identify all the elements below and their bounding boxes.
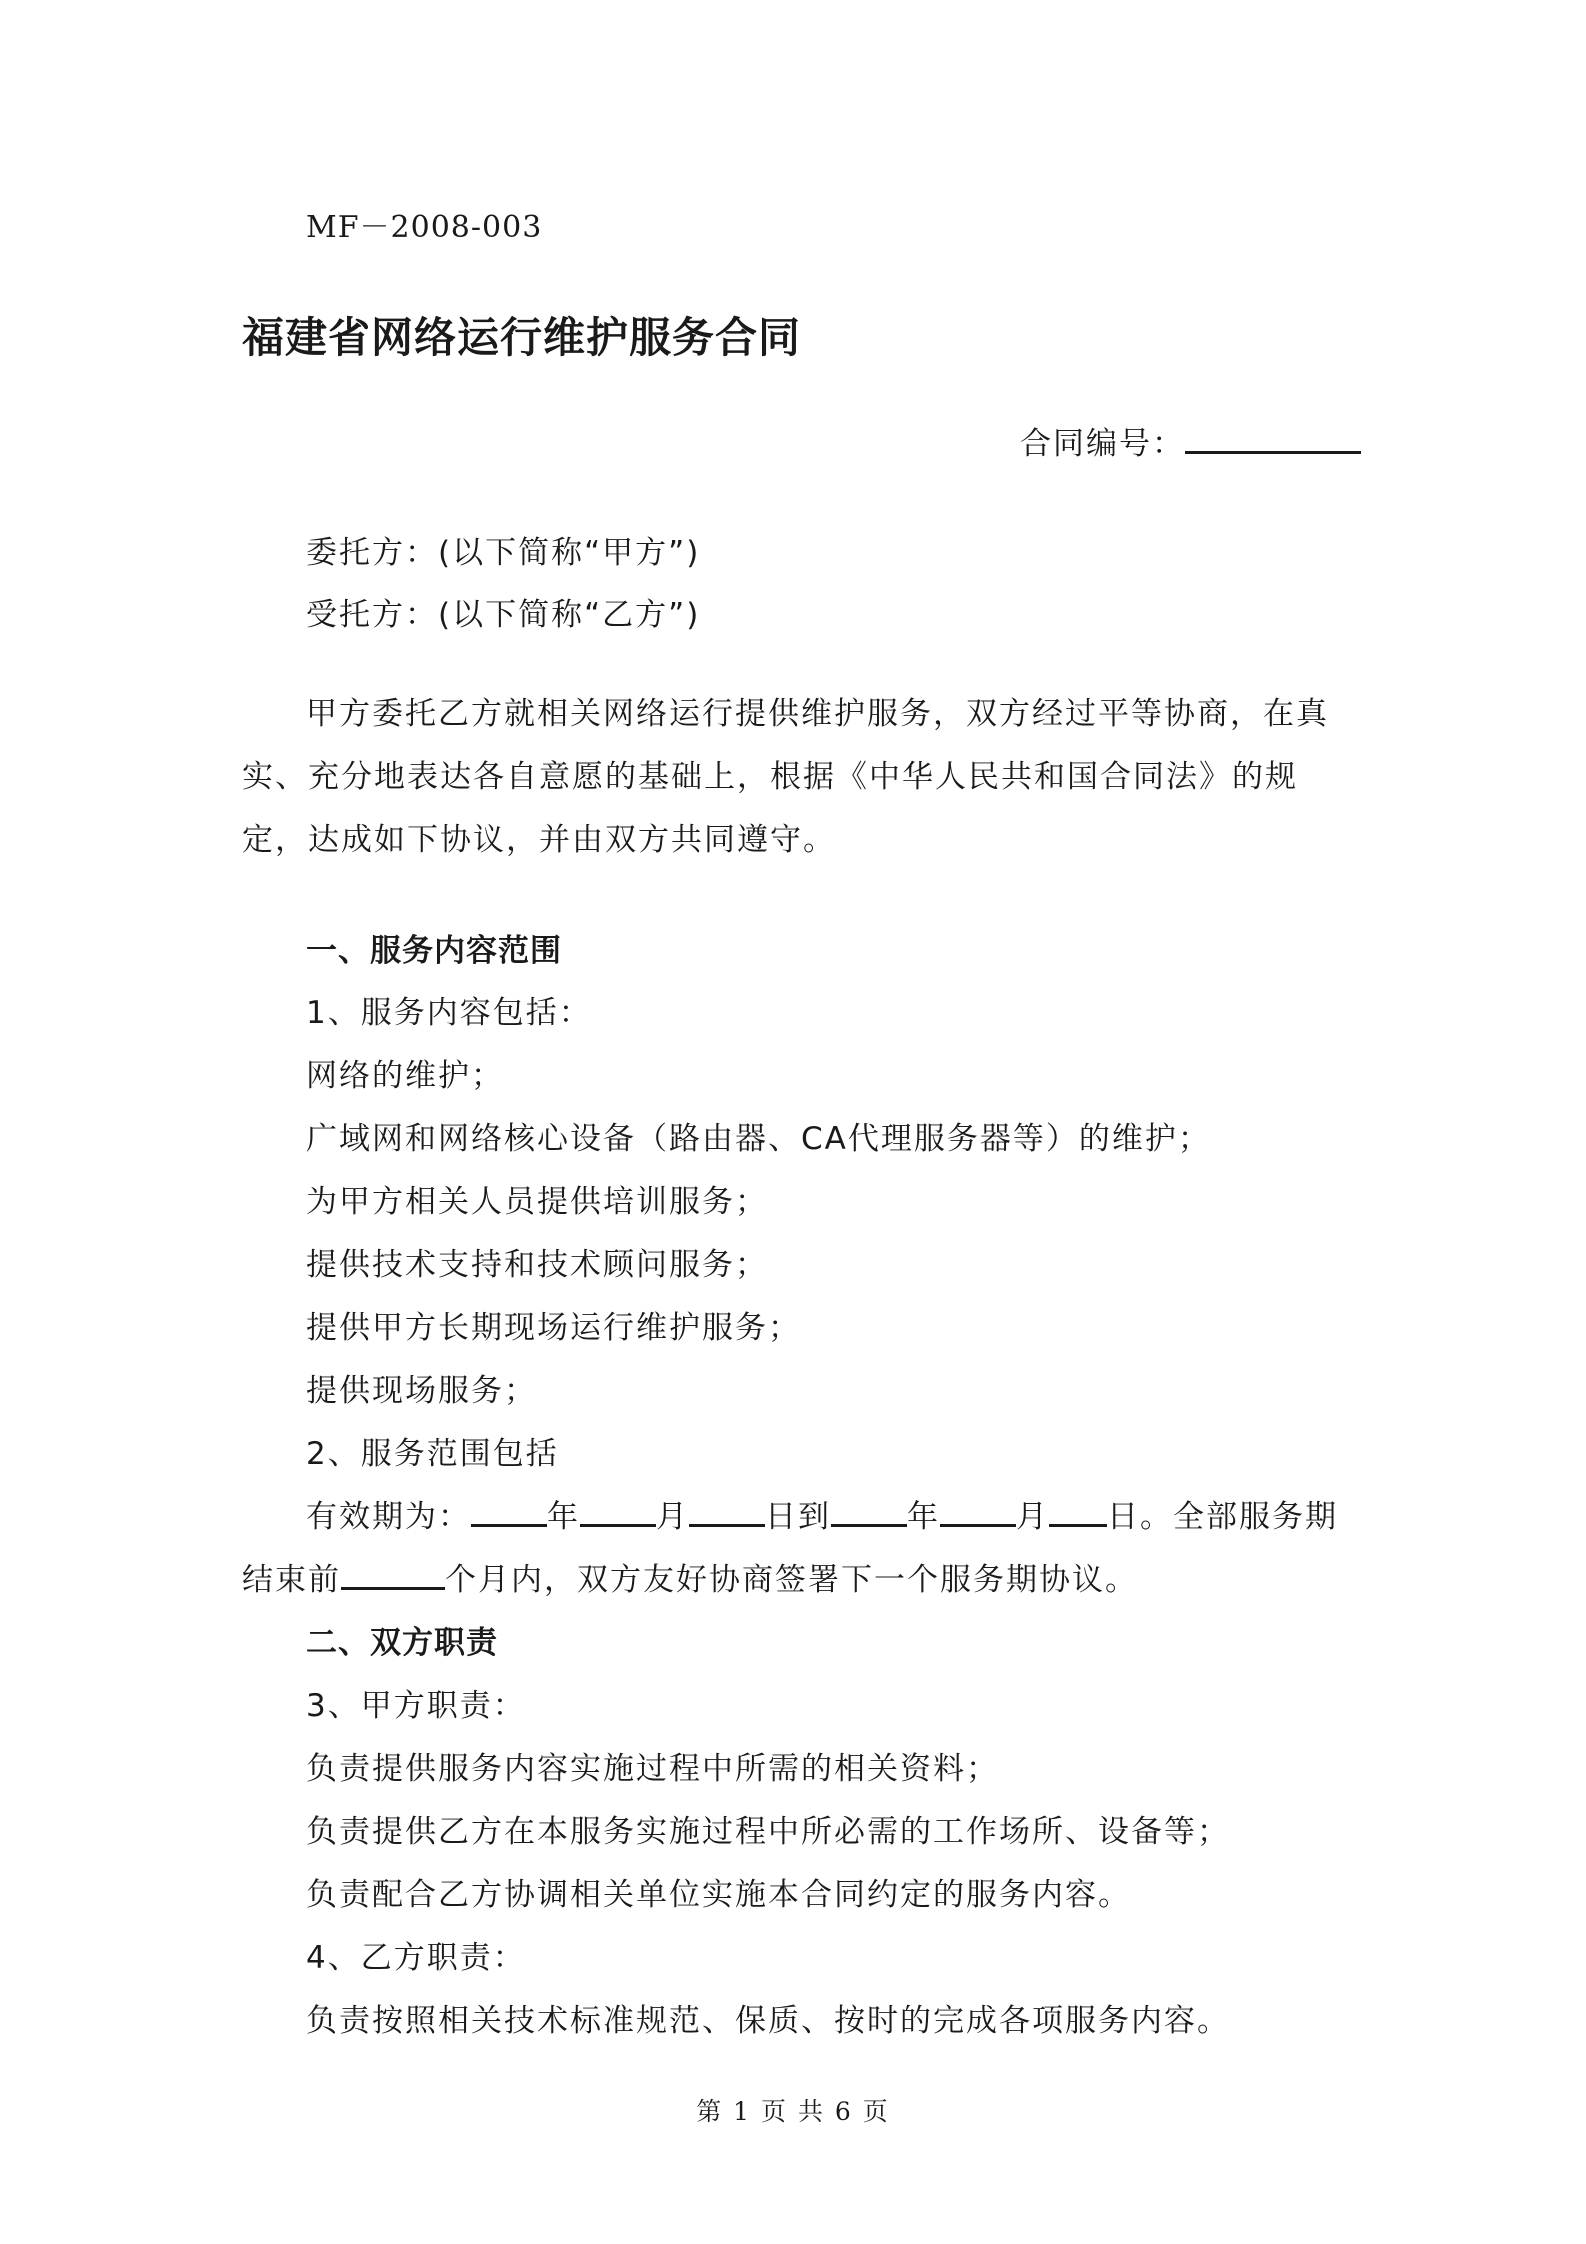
year-label: 年 — [907, 1499, 940, 1535]
month-label: 月 — [1016, 1499, 1049, 1535]
client-duty-item: 负责配合乙方协调相关单位实施本合同约定的服务内容。 — [306, 1877, 1131, 1913]
section2-item3: 3、甲方职责： — [306, 1688, 526, 1724]
section1-item1: 1、服务内容包括： — [306, 995, 592, 1031]
section2-heading: 二、双方职责 — [306, 1625, 498, 1661]
contractor-duty-item: 负责按照相关技术标准规范、保质、按时的完成各项服务内容。 — [306, 2003, 1230, 2039]
service-content-item: 网络的维护； — [306, 1058, 504, 1094]
year-label: 年 — [547, 1499, 580, 1535]
document-code: MF－2008-003 — [306, 210, 543, 245]
start-year-blank — [471, 1496, 547, 1527]
contract-number-field — [1020, 418, 1361, 463]
month-label: 月 — [656, 1499, 689, 1535]
validity-label: 有效期为： — [306, 1499, 471, 1535]
start-month-blank — [580, 1496, 656, 1527]
service-content-item: 广域网和网络核心设备（路由器、CA代理服务器等）的维护； — [306, 1121, 1211, 1157]
contractor-party: 受托方：(以下简称“乙方”) — [306, 597, 701, 633]
day-label: 日。全部服务期 — [1107, 1499, 1338, 1535]
start-day-blank — [689, 1496, 765, 1527]
intro-paragraph: 甲方委托乙方就相关网络运行提供维护服务，双方经过平等协商，在真实、充分地表达各自意愿的基础上，根据《中华人民共和国合同法》的规定，达成如下协议，并由双方共同遵守。 — [242, 696, 1329, 858]
renewal-prefix: 结束前 — [242, 1562, 341, 1598]
months-blank — [341, 1559, 445, 1590]
service-content-item: 提供技术支持和技术顾问服务； — [306, 1247, 768, 1283]
section1-heading: 一、服务内容范围 — [306, 933, 562, 969]
contract-number-blank — [1185, 423, 1361, 454]
client-party: 委托方：(以下简称“甲方”) — [306, 535, 701, 571]
contract-number-label: 合同编号： — [1020, 426, 1185, 462]
client-duty-item: 负责提供乙方在本服务实施过程中所必需的工作场所、设备等； — [306, 1814, 1230, 1850]
service-content-item: 为甲方相关人员提供培训服务； — [306, 1184, 768, 1220]
end-month-blank — [940, 1496, 1016, 1527]
section1-item2: 2、服务范围包括 — [306, 1436, 559, 1472]
section2-item4: 4、乙方职责： — [306, 1940, 526, 1976]
service-content-item: 提供甲方长期现场运行维护服务； — [306, 1310, 801, 1346]
page-footer: 第 1 页 共 6 页 — [696, 2097, 890, 2126]
service-content-item: 提供现场服务； — [306, 1373, 537, 1409]
end-day-blank — [1049, 1496, 1107, 1527]
renewal-suffix: 个月内，双方友好协商签署下一个服务期协议。 — [445, 1562, 1138, 1598]
renewal-line — [242, 1554, 1138, 1599]
page-title: 福建省网络运行维护服务合同 — [242, 313, 802, 362]
end-year-blank — [831, 1496, 907, 1527]
day-to-label: 日到 — [765, 1499, 831, 1535]
client-duty-item: 负责提供服务内容实施过程中所需的相关资料； — [306, 1751, 999, 1787]
validity-period-line — [306, 1491, 1338, 1536]
